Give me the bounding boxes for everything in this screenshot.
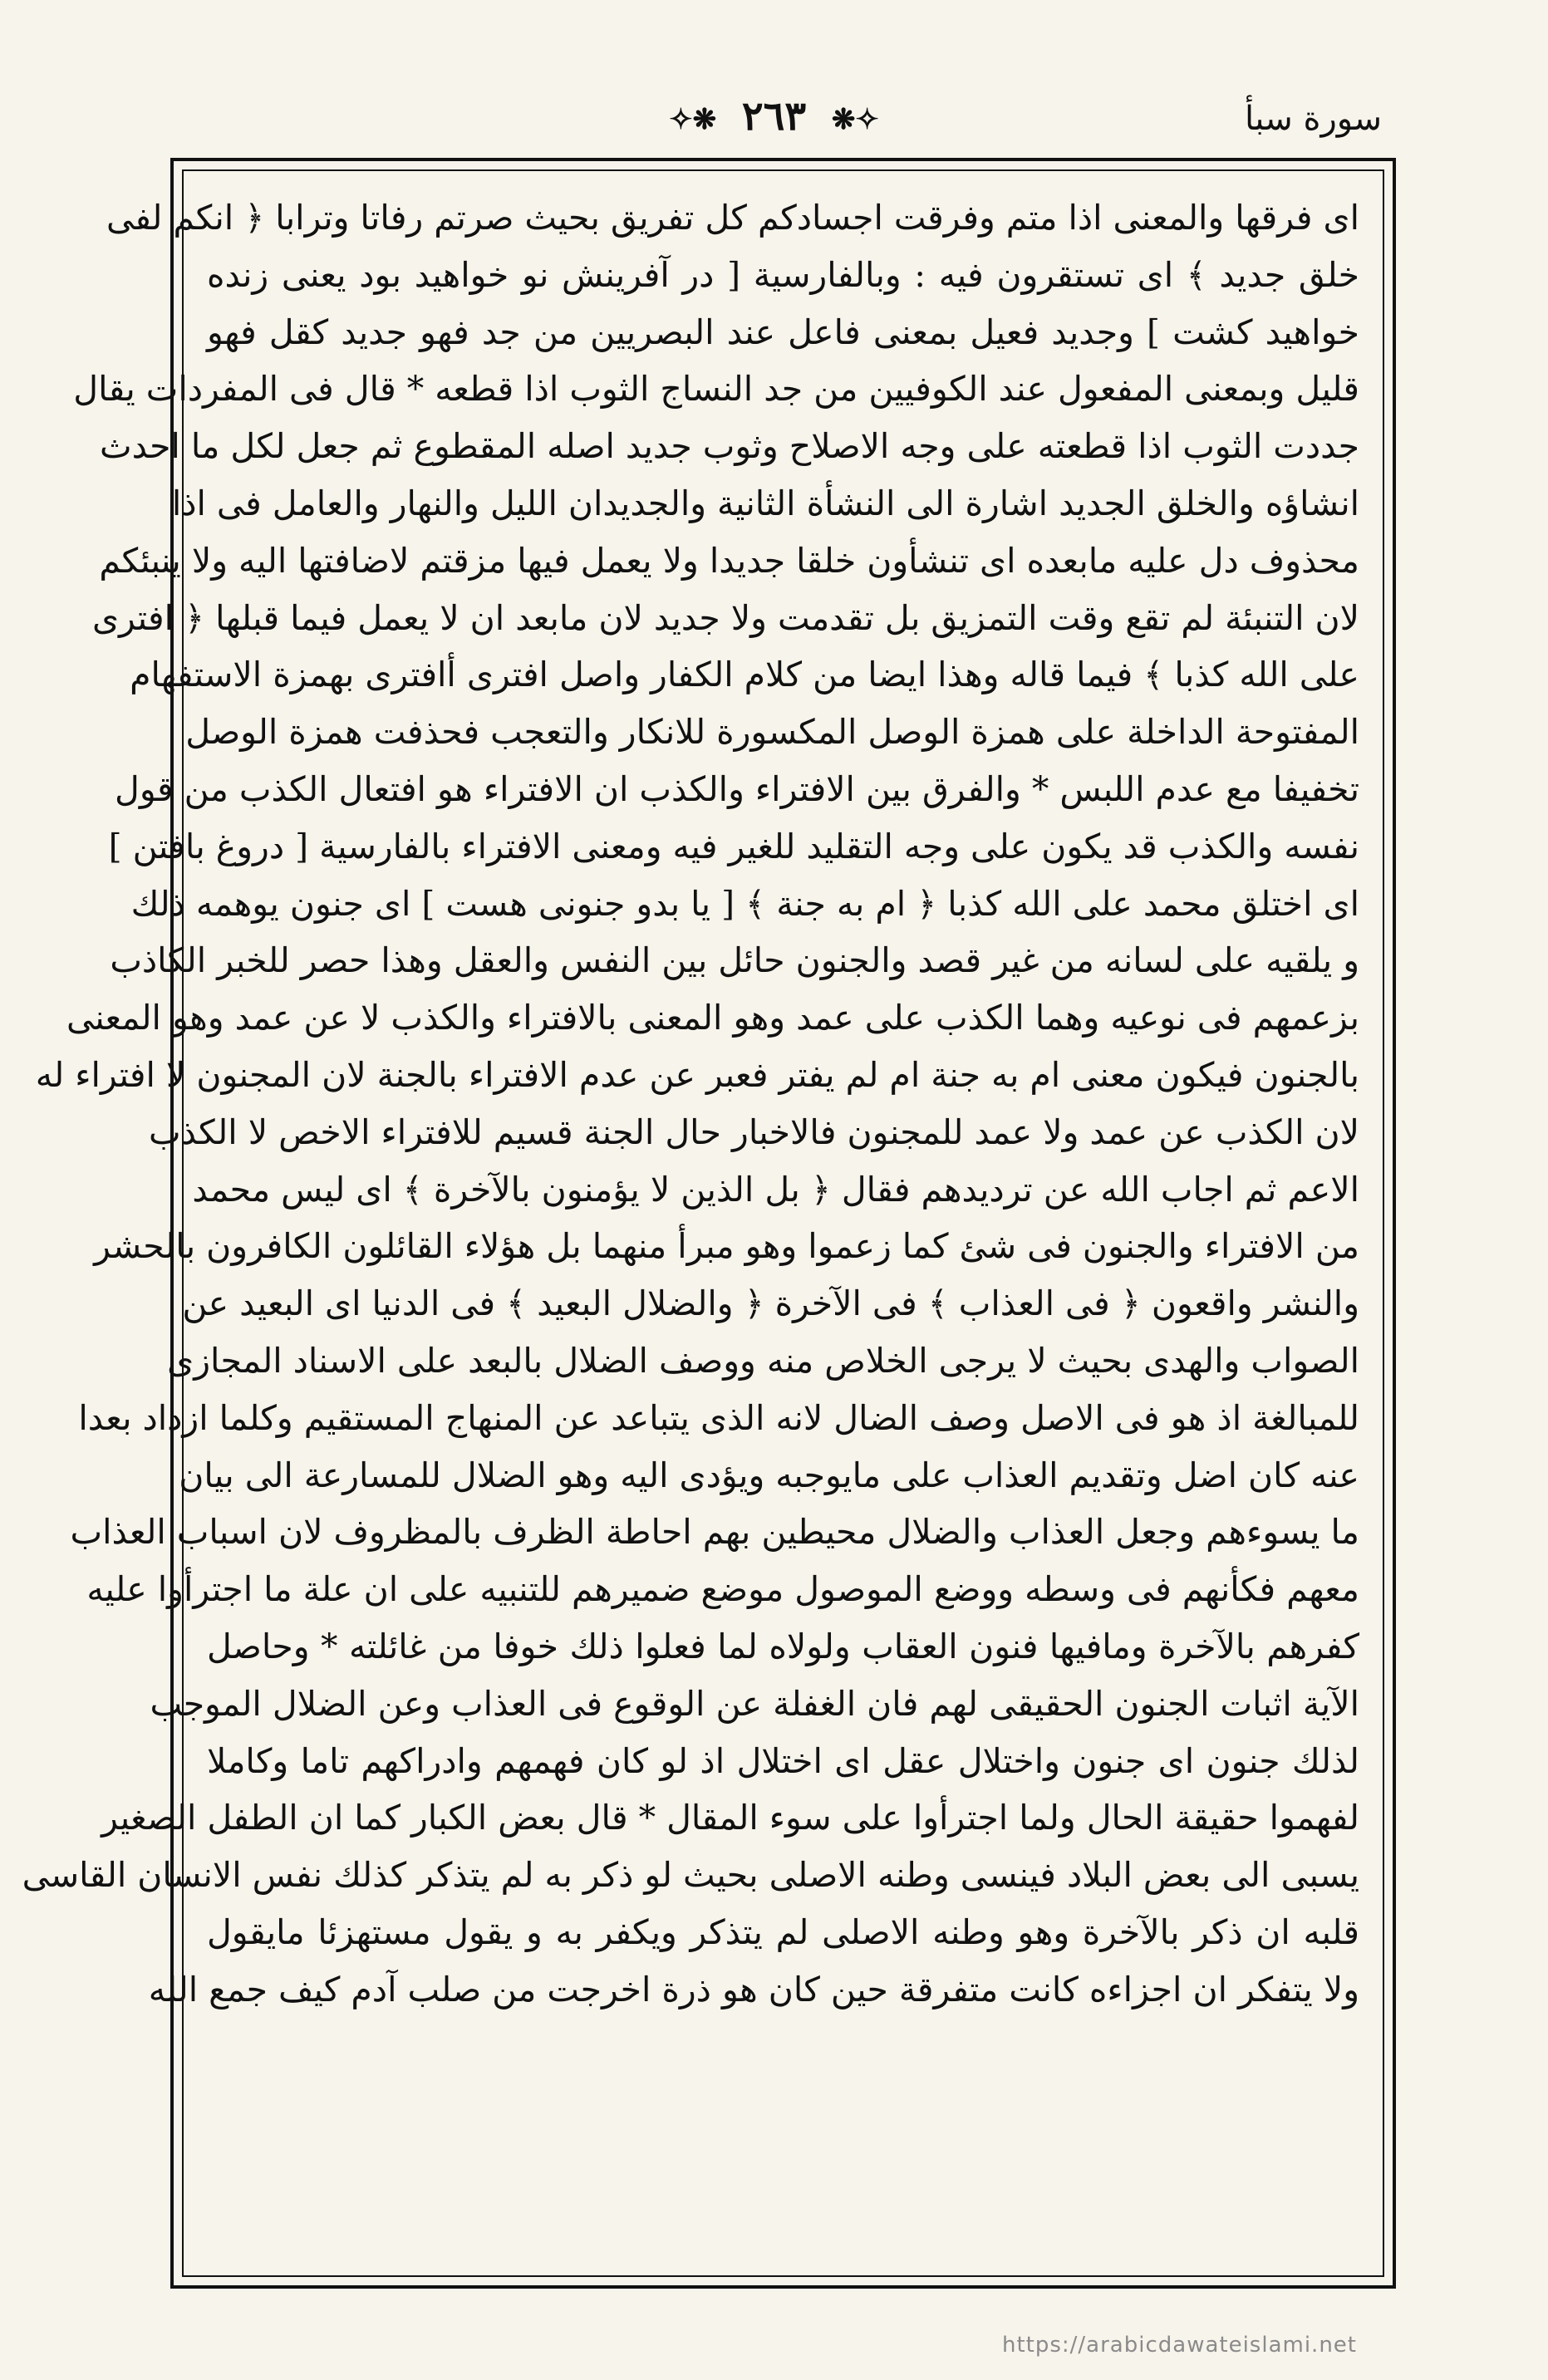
sura-title: سورة سبأ: [1245, 100, 1382, 138]
text-line: بزعمهم فى نوعيه وهما الكذب على عمد وهو المعنى بالافتراء والكذب لا عن عمد وهو المعنى: [66, 998, 1359, 1038]
text-line: معهم فكأنهم فى وسطه ووضع الموصول موضع ضميرهم للتنبيه على ان علة ما اجترأوا عليه: [86, 1569, 1359, 1610]
text-line: لفهموا حقيقة الحال ولما اجترأوا على سوء المقال * قال بعض الكبار كما ان الطفل الصغير: [101, 1798, 1359, 1838]
text-line: خواهيد كشت ] وجديد فعيل بمعنى فاعل عند البصريين من جد فهو جديد كقل فهو: [207, 312, 1359, 352]
text-line: لذلك جنون اى جنون واختلال عقل اى اختلال اذ لو كان فهمهم وادراكهم تاما وكاملا: [207, 1740, 1359, 1781]
text-line: محذوف دل عليه مابعده اى تنشأون خلقا جديدا ولا يعمل فيها مزقتم لاضافتها اليه ولا ينبئكم: [99, 540, 1359, 581]
text-line: اى اختلق محمد على الله كذبا ﴿ ام به جنة ﴾ [ يا بدو جنونى هست ] اى جنون يوهمه ذلك: [130, 883, 1359, 924]
watermark-url: https://arabicdawateislami.net: [1001, 2333, 1357, 2358]
text-line: قلبه ان ذكر بالآخرة وهو وطنه الاصلى لم يتذكر ويكفر به و يقول مستهزئا مايقول: [207, 1911, 1359, 1952]
text-line: لان الكذب عن عمد ولا عمد للمجنون فالاخبار حال الجنة قسيم للافتراء الاخص لا الكذب: [149, 1111, 1359, 1152]
text-line: عنه كان اضل وتقديم العذاب على مايوجبه ويؤدى اليه وهو الضلال للمسارعة الى بيان: [179, 1455, 1359, 1495]
text-line: والنشر واقعون ﴿ فى العذاب ﴾ فى الآخرة ﴿ والضلال البعيد ﴾ فى الدنيا اى البعيد عن: [182, 1283, 1359, 1324]
text-line: و يلقيه على لسانه من غير قصد والجنون حائل بين النفس والعقل وهذا حصر للخبر الكاذب: [110, 940, 1359, 981]
text-line: الآية اثبات الجنون الحقيقى لهم فان الغفلة عن الوقوع فى العذاب وعن الضلال الموجب: [150, 1683, 1359, 1724]
page-header: [0, 83, 1548, 158]
text-line: الاعم ثم اجاب الله عن ترديدهم فقال ﴿ بل الذين لا يؤمنون بالآخرة ﴾ اى ليس محمد: [192, 1169, 1359, 1210]
text-line: للمبالغة اذ هو فى الاصل وصف الضال لانه الذى يتباعد عن المنهاج المستقيم وكلما ازداد بعدا: [78, 1397, 1359, 1438]
text-line: خلق جديد ﴾ اى تستقرون فيه : وبالفارسية [ در آفرينش نو خواهيد بود يعنى زنده: [207, 254, 1359, 295]
text-line: اى فرقها والمعنى اذا متم وفرقت اجسادكم كل تفريق بحيث صرتم رفاتا وترابا ﴿ انكم لفى: [106, 198, 1359, 238]
text-line: جددت الثوب اذا قطعته على وجه الاصلاح وثوب جديد اصله المقطوع ثم جعل لكل ما احدث: [99, 426, 1359, 467]
text-line: يسبى الى بعض البلاد فينسى وطنه الاصلى بحيث لو ذكر به لم يتذكر كذلك نفس الانسان القاسى: [22, 1855, 1359, 1896]
text-line: انشاؤه والخلق الجديد اشارة الى النشأة الثانية والجديدان الليل والنهار والعامل فى اذا: [171, 483, 1359, 523]
page-number-text: ٢٦٣: [741, 93, 807, 140]
page-frame-inner: [22, 169, 1384, 2277]
text-line: الصواب والهدى بحيث لا يرجى الخلاص منه ووصف الضلال بالبعد على الاسناد المجازى: [167, 1340, 1359, 1381]
text-line: ما يسوءهم وجعل العذاب والضلال محيطين بهم احاطة الظرف بالمظروف لان اسباب العذاب: [70, 1512, 1359, 1553]
text-line: من الافتراء والجنون فى شئ كما زعموا وهو مبرأ منهما بل هؤلاء القائلون الكافرون بالحشر: [94, 1226, 1359, 1267]
text-line: تخفيفا مع عدم اللبس * والفرق بين الافتراء والكذب ان الافتراء هو افتعال الكذب من قول: [115, 768, 1359, 809]
text-line: قليل وبمعنى المفعول عند الكوفيين من جد النساج الثوب اذا قطعه * قال فى المفردات يقال: [73, 369, 1359, 410]
text-line: بالجنون فيكون معنى ام به جنة ام لم يفتر فعبر عن عدم الافتراء بالجنة لان المجنون لا افتراء له: [35, 1054, 1359, 1095]
text-line: على الله كذبا ﴾ فيما قاله وهذا ايضا من كلام الكفار واصل افترى أافترى بهمزة الاستفهام: [130, 655, 1359, 695]
text-line: المفتوحة الداخلة على همزة الوصل المكسورة للانكار والتعجب فحذفت همزة الوصل: [185, 712, 1359, 753]
ornament-left-icon: ✧❋: [831, 102, 879, 136]
page-number: [0, 93, 1548, 140]
body-text: [22, 189, 1359, 2259]
ornament-right-icon: ❋✧: [669, 102, 717, 136]
text-line: نفسه والكذب قد يكون على وجه التقليد للغير فيه ومعنى الافتراء بالفارسية [ دروغ بافتن ]: [108, 826, 1359, 866]
text-line: ولا يتفكر ان اجزاءه كانت متفرقة حين كان هو ذرة اخرجت من صلب آدم كيف جمع الله: [148, 1969, 1359, 2010]
text-line: لان التنبئة لم تقع وقت التمزيق بل تقدمت ولا جديد لان مابعد ان لا يعمل فيما قبلها ﴿ افترى: [91, 597, 1359, 638]
page-frame: [22, 158, 1396, 2289]
text-line: كفرهم بالآخرة ومافيها فنون العقاب ولولاه لما فعلوا ذلك خوفا من غائلته * وحاصل: [207, 1626, 1359, 1666]
